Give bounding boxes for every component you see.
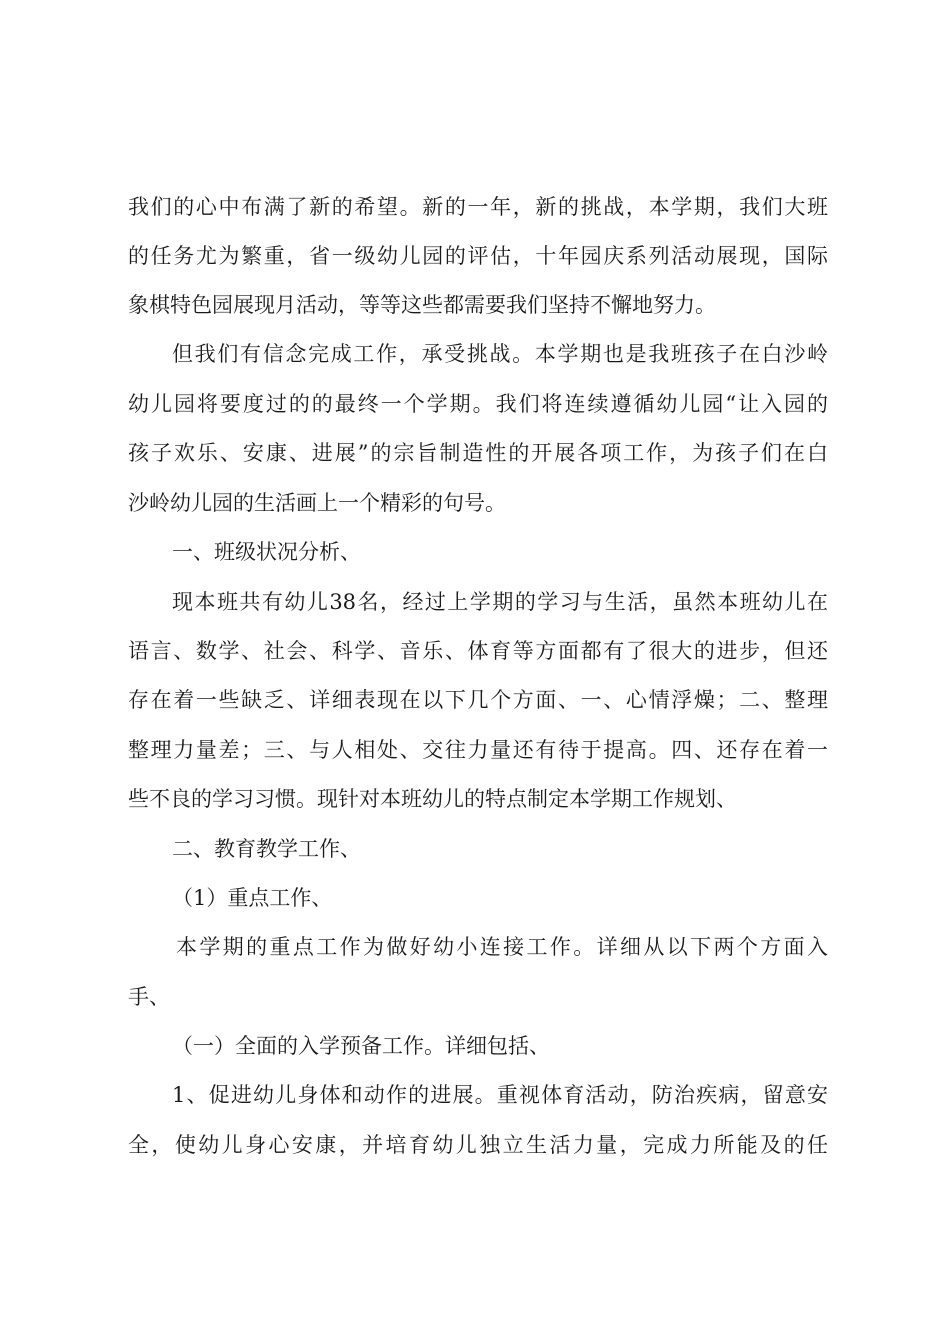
paragraph-line: 孩子欢乐、安康、进展”的宗旨制造性的开展各项工作，为孩子们在白 [128,441,828,465]
paragraph-line: 沙岭幼儿园的生活画上一个精彩的句号。 [128,491,506,515]
paragraph-line: 手、 [128,985,170,1009]
paragraph-line: 存在着一些缺乏、详细表现在以下几个方面、一、心情浮燥；二、整理 [128,688,828,712]
paragraph-line: 的任务尤为繁重，省一级幼儿园的评估，十年园庆系列活动展现，国际 [128,244,828,268]
paragraph-line: 象棋特色园展现月活动，等等这些都需要我们坚持不懈地努力。 [128,293,716,317]
paragraph-line: 整理力量差；三、与人相处、交往力量还有待于提高。四、还存在着一 [128,738,828,762]
subsection-heading: （一）全面的入学预备工作。详细包括、 [172,1034,550,1058]
paragraph-line: 现本班共有幼儿38名，经过上学期的学习与生活，虽然本班幼儿在 [172,590,828,614]
section-heading: 一、班级状况分析、 [172,540,361,564]
paragraph-line: 本学期的重点工作为做好幼小连接工作。详细从以下两个方面入 [176,935,828,959]
paragraph-line: 全，使幼儿身心安康，并培育幼儿独立生活力量，完成力所能及的任 [128,1133,828,1157]
section-heading: 二、教育教学工作、 [172,837,361,861]
paragraph-line: 些不良的学习习惯。现针对本班幼儿的特点制定本学期工作规划、 [128,787,737,811]
paragraph-line: 幼儿园将要度过的的最终一个学期。我们将连续遵循幼儿园“让入园的 [128,392,828,416]
subsection-heading: （1）重点工作、 [172,886,333,910]
paragraph-line: 我们的心中布满了新的希望。新的一年，新的挑战，本学期，我们大班 [128,195,828,219]
paragraph-line: 1、促进幼儿身体和动作的进展。重视体育活动，防治疾病，留意安 [172,1083,828,1107]
paragraph-line: 语言、数学、社会、科学、音乐、体育等方面都有了很大的进步，但还 [128,639,828,663]
paragraph-line: 但我们有信念完成工作，承受挑战。本学期也是我班孩子在白沙岭 [172,342,828,366]
